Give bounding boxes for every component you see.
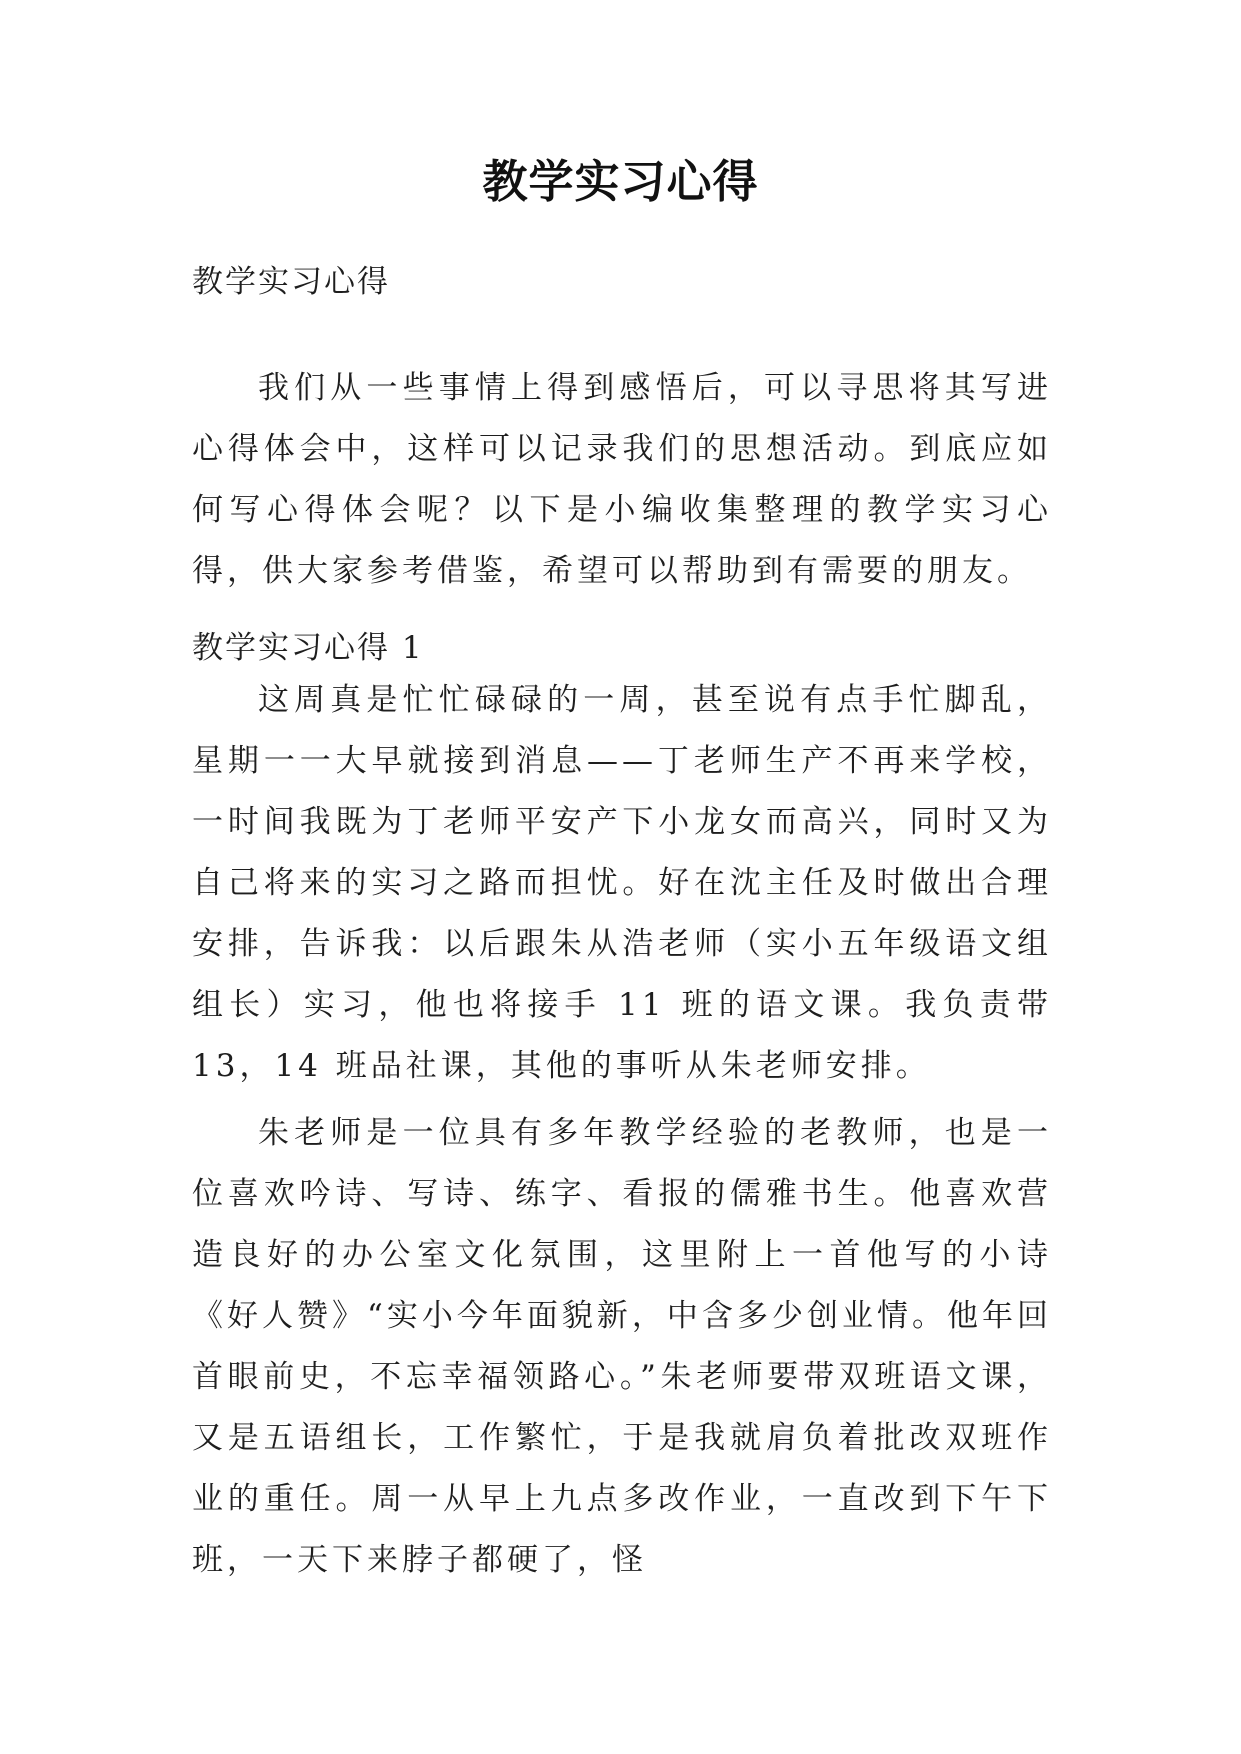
intro-paragraph: 我们从一些事情上得到感悟后，可以寻思将其写进心得体会中，这样可以记录我们的思想活动。到底应如何写心得体会呢？以下是小编收集整理的教学实习心得，供大家参考借鉴，希望可以帮助到有需要的朋友。 <box>192 370 1052 589</box>
document-subtitle: 教学实习心得 <box>192 264 390 300</box>
body-paragraph-1: 这周真是忙忙碌碌的一周，甚至说有点手忙脚乱，星期一一大早就接到消息——丁老师生产不再来学校，一时间我既为丁老师平安产下小龙女而高兴，同时又为自己将来的实习之路而担忧。好在沈主任及时做出合理安排，告诉我：以后跟朱从浩老师（实小五年级语文组组长）实习，他也将接手 11 班的语文课。我负责带 13，14 班品社课，其他的事听从朱老师安排。 <box>192 682 1052 1084</box>
section-heading: 教学实习心得 1 <box>192 630 424 666</box>
section-body <box>192 670 1052 1591</box>
intro-block <box>192 358 1052 602</box>
document-title: 教学实习心得 <box>482 155 759 208</box>
body-paragraph-2: 朱老师是一位具有多年教学经验的老教师，也是一位喜欢吟诗、写诗、练字、看报的儒雅书生。他喜欢营造良好的办公室文化氛围，这里附上一首他写的小诗《好人赞》“实小今年面貌新，中含多少创业情。他年回首眼前史，不忘幸福领路心。”朱老师要带双班语文课，又是五语组长，工作繁忙，于是我就肩负着批改双班作业的重任。周一从早上九点多改作业，一直改到下午下班，一天下来脖子都硬了，怪 <box>192 1115 1052 1578</box>
